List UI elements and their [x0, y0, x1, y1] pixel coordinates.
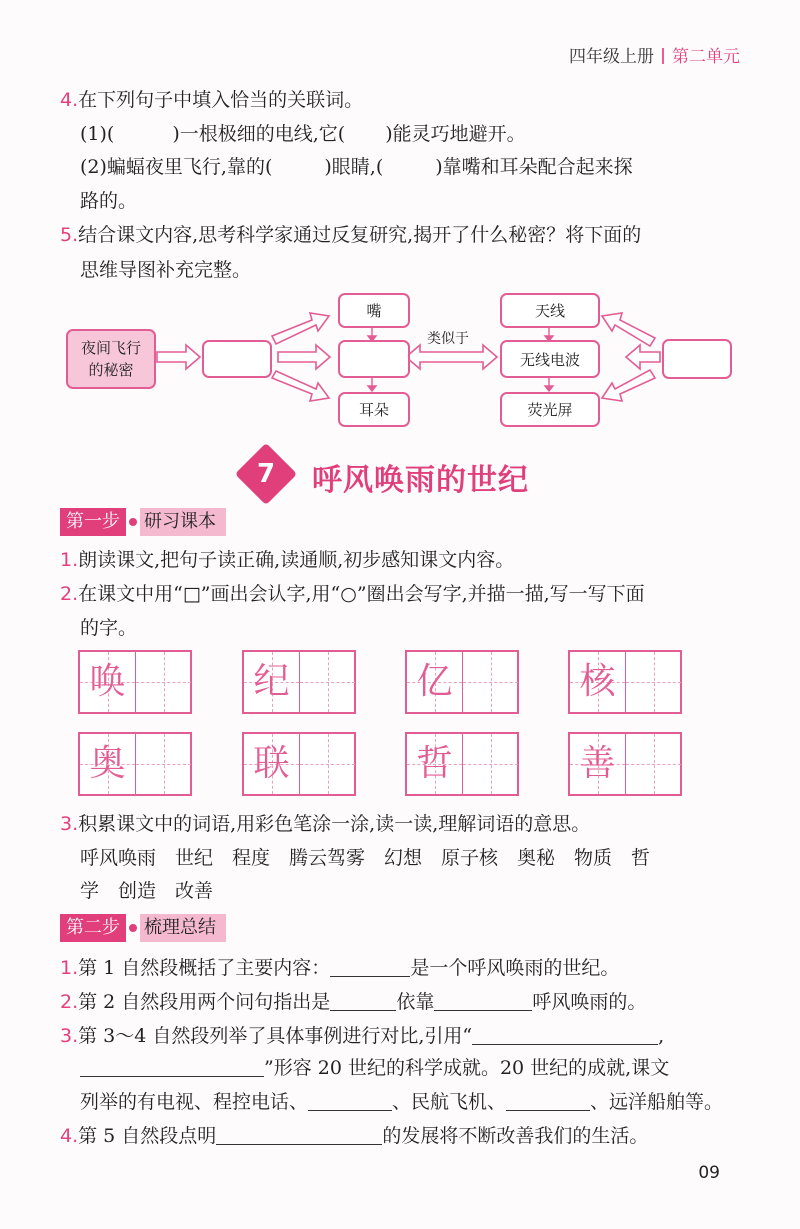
- question-text: 在课文中用“□”画出会认字,用“○”圈出会写字,并描一描,写一写下面: [78, 583, 645, 605]
- mindmap-antenna-node: 天线: [500, 293, 600, 328]
- answer-blank[interactable]: [434, 992, 532, 1011]
- mindmap-ears-node: 耳朵: [338, 392, 410, 427]
- mindmap-radio-wave-node: 无线电波: [500, 340, 600, 378]
- practice-cell[interactable]: [300, 652, 355, 712]
- writing-grid[interactable]: [568, 650, 682, 714]
- step2-question-3: [60, 1024, 664, 1048]
- answer-blank[interactable]: [216, 1126, 382, 1145]
- step-title: 研习课本: [140, 508, 226, 536]
- arrow-blank-to-ears: [272, 371, 329, 401]
- answer-blank[interactable]: [80, 1058, 264, 1077]
- trace-cell: [80, 734, 136, 794]
- step-number: 第一步: [60, 508, 126, 536]
- mindmap-start-node: [66, 329, 156, 389]
- trace-cell: [244, 734, 300, 794]
- mindmap-right-blank-node[interactable]: [662, 339, 732, 379]
- answer-blank[interactable]: [308, 1092, 392, 1111]
- step2-question-3-cont2: [80, 1090, 723, 1114]
- sentence-part: )靠嘴和耳朵配合起来探: [435, 156, 633, 178]
- vocab-line-2: 学 创造 改善: [80, 880, 214, 902]
- step2-question-3-cont: [80, 1056, 669, 1080]
- lesson-title: 呼风唤雨的世纪: [312, 463, 529, 498]
- trace-cell: [570, 734, 626, 794]
- question-number: 1.: [60, 957, 79, 979]
- question-text: 第 5 自然段点明: [78, 1125, 217, 1147]
- question-text: ,: [658, 1025, 665, 1047]
- question-4-sentence-2-cont: 路的。: [80, 190, 138, 212]
- trace-character: 唤: [89, 661, 126, 702]
- question-number: 3.: [60, 813, 79, 835]
- question-text: 朗读课文,把句子读正确,读通顺,初步感知课文内容。: [78, 549, 515, 571]
- question-text: 第 1 自然段概括了主要内容：: [78, 957, 331, 979]
- step1-question-1: [60, 548, 514, 572]
- step1-question-2-cont: 的字。: [80, 617, 138, 639]
- arrow-blank-to-center: [278, 345, 330, 369]
- mindmap-center-blank-node[interactable]: [338, 340, 410, 378]
- arrow-similar: [406, 345, 497, 369]
- step-1-label: [60, 508, 226, 536]
- trace-character: 奥: [89, 743, 126, 784]
- writing-grid[interactable]: [405, 650, 519, 714]
- answer-blank[interactable]: [330, 958, 410, 977]
- sentence-part: (2)蝙蝠夜里飞行,靠的(: [80, 156, 273, 178]
- trace-character: 亿: [416, 661, 453, 702]
- sentence-part: (1)(: [80, 123, 115, 145]
- lesson-number: 7: [256, 459, 276, 489]
- question-text: 第 2 自然段用两个问句指出是: [78, 991, 331, 1013]
- question-number: 4.: [60, 1125, 79, 1147]
- trace-character: 纪: [253, 661, 290, 702]
- writing-grid[interactable]: [78, 732, 192, 796]
- similar-label: 类似于: [427, 331, 469, 347]
- answer-blank[interactable]: [472, 1026, 658, 1045]
- step1-question-3: [60, 812, 590, 836]
- question-number: 4.: [60, 89, 79, 111]
- practice-cell[interactable]: [626, 734, 681, 794]
- question-5-line-2: 思维导图补充完整。: [80, 259, 252, 281]
- trace-character: 哲: [416, 743, 453, 784]
- practice-cell[interactable]: [300, 734, 355, 794]
- page-number: 09: [698, 1163, 720, 1183]
- writing-grid[interactable]: [242, 732, 356, 796]
- practice-cell[interactable]: [136, 734, 191, 794]
- trace-cell: [80, 652, 136, 712]
- question-text: 是一个呼风唤雨的世纪。: [410, 957, 620, 979]
- trace-character: 善: [579, 743, 616, 784]
- trace-cell: [244, 652, 300, 712]
- question-text: 结合课文内容,思考科学家通过反复研究,揭开了什么秘密？将下面的: [78, 224, 642, 246]
- question-text: 、民航飞机、: [392, 1091, 507, 1113]
- step2-question-2: [60, 990, 646, 1014]
- node-label: 夜间飞行: [80, 339, 141, 357]
- question-text: 积累课文中的词语,用彩色笔涂一涂,读一读,理解词语的意思。: [78, 813, 591, 835]
- question-text: 依靠: [396, 991, 435, 1013]
- step2-question-1: [60, 956, 619, 980]
- step-number: 第二步: [60, 914, 126, 942]
- question-number: 2.: [60, 583, 79, 605]
- question-number: 2.: [60, 991, 79, 1013]
- trace-character: 核: [579, 661, 616, 702]
- question-text: ”形容 20 世纪的科学成就。20 世纪的成就,课文: [264, 1057, 670, 1079]
- question-number: 5.: [60, 224, 79, 246]
- arrowhead: [368, 386, 376, 391]
- trace-cell: [407, 734, 463, 794]
- question-text: 的发展将不断改善我们的生活。: [382, 1125, 649, 1147]
- question-text: 在下列句子中填入恰当的关联词。: [78, 89, 364, 111]
- grade-label: 四年级上册: [569, 47, 654, 67]
- sentence-part: )能灵巧地避开。: [385, 123, 526, 145]
- question-number: 3.: [60, 1025, 79, 1047]
- vocab-line-1: 呼风唤雨 世纪 程度 腾云驾雾 幻想 原子核 奥秘 物质 哲: [80, 847, 651, 869]
- question-text: 呼风唤雨的。: [532, 991, 647, 1013]
- unit-label: 第二单元: [672, 47, 740, 67]
- writing-grid[interactable]: [405, 732, 519, 796]
- writing-grid[interactable]: [78, 650, 192, 714]
- writing-grid[interactable]: [242, 650, 356, 714]
- question-text: 列举的有电视、程控电话、: [80, 1091, 309, 1113]
- arrow-blank-to-mouth: [272, 313, 329, 344]
- practice-cell[interactable]: [463, 734, 518, 794]
- step-2-label: [60, 914, 226, 942]
- arrowhead: [545, 386, 553, 391]
- step2-question-4: [60, 1124, 648, 1148]
- answer-blank[interactable]: [330, 992, 396, 1011]
- arrow-right-to-antenna: [602, 313, 655, 346]
- mindmap-arrows: [0, 0, 800, 460]
- question-number: 1.: [60, 549, 79, 571]
- arrow-right-to-wave: [626, 345, 660, 369]
- mindmap-blank-node[interactable]: [202, 340, 272, 378]
- answer-blank[interactable]: [506, 1092, 590, 1111]
- trace-cell: [570, 652, 626, 712]
- question-text: 第 3～4 自然段列举了具体事例进行对比,引用“: [78, 1025, 473, 1047]
- step1-question-2: [60, 582, 645, 606]
- step-dot: [129, 518, 137, 526]
- question-text: 、远洋船舶等。: [590, 1091, 724, 1113]
- trace-cell: [407, 652, 463, 712]
- sentence-part: )眼睛,(: [324, 156, 384, 178]
- mindmap-mouth-node: 嘴: [338, 293, 410, 328]
- sentence-part: )一根极细的电线,它(: [172, 123, 346, 145]
- writing-grid[interactable]: [568, 732, 682, 796]
- arrow-start-to-blank: [157, 345, 200, 369]
- step-title: 梳理总结: [140, 914, 226, 942]
- arrow-right-to-screen: [602, 370, 655, 401]
- step-dot: [129, 924, 137, 932]
- trace-character: 联: [253, 743, 290, 784]
- practice-cell[interactable]: [463, 652, 518, 712]
- practice-cell[interactable]: [136, 652, 191, 712]
- practice-cell[interactable]: [626, 652, 681, 712]
- mindmap-screen-node: 荧光屏: [500, 392, 600, 427]
- node-label: 的秘密: [88, 361, 134, 379]
